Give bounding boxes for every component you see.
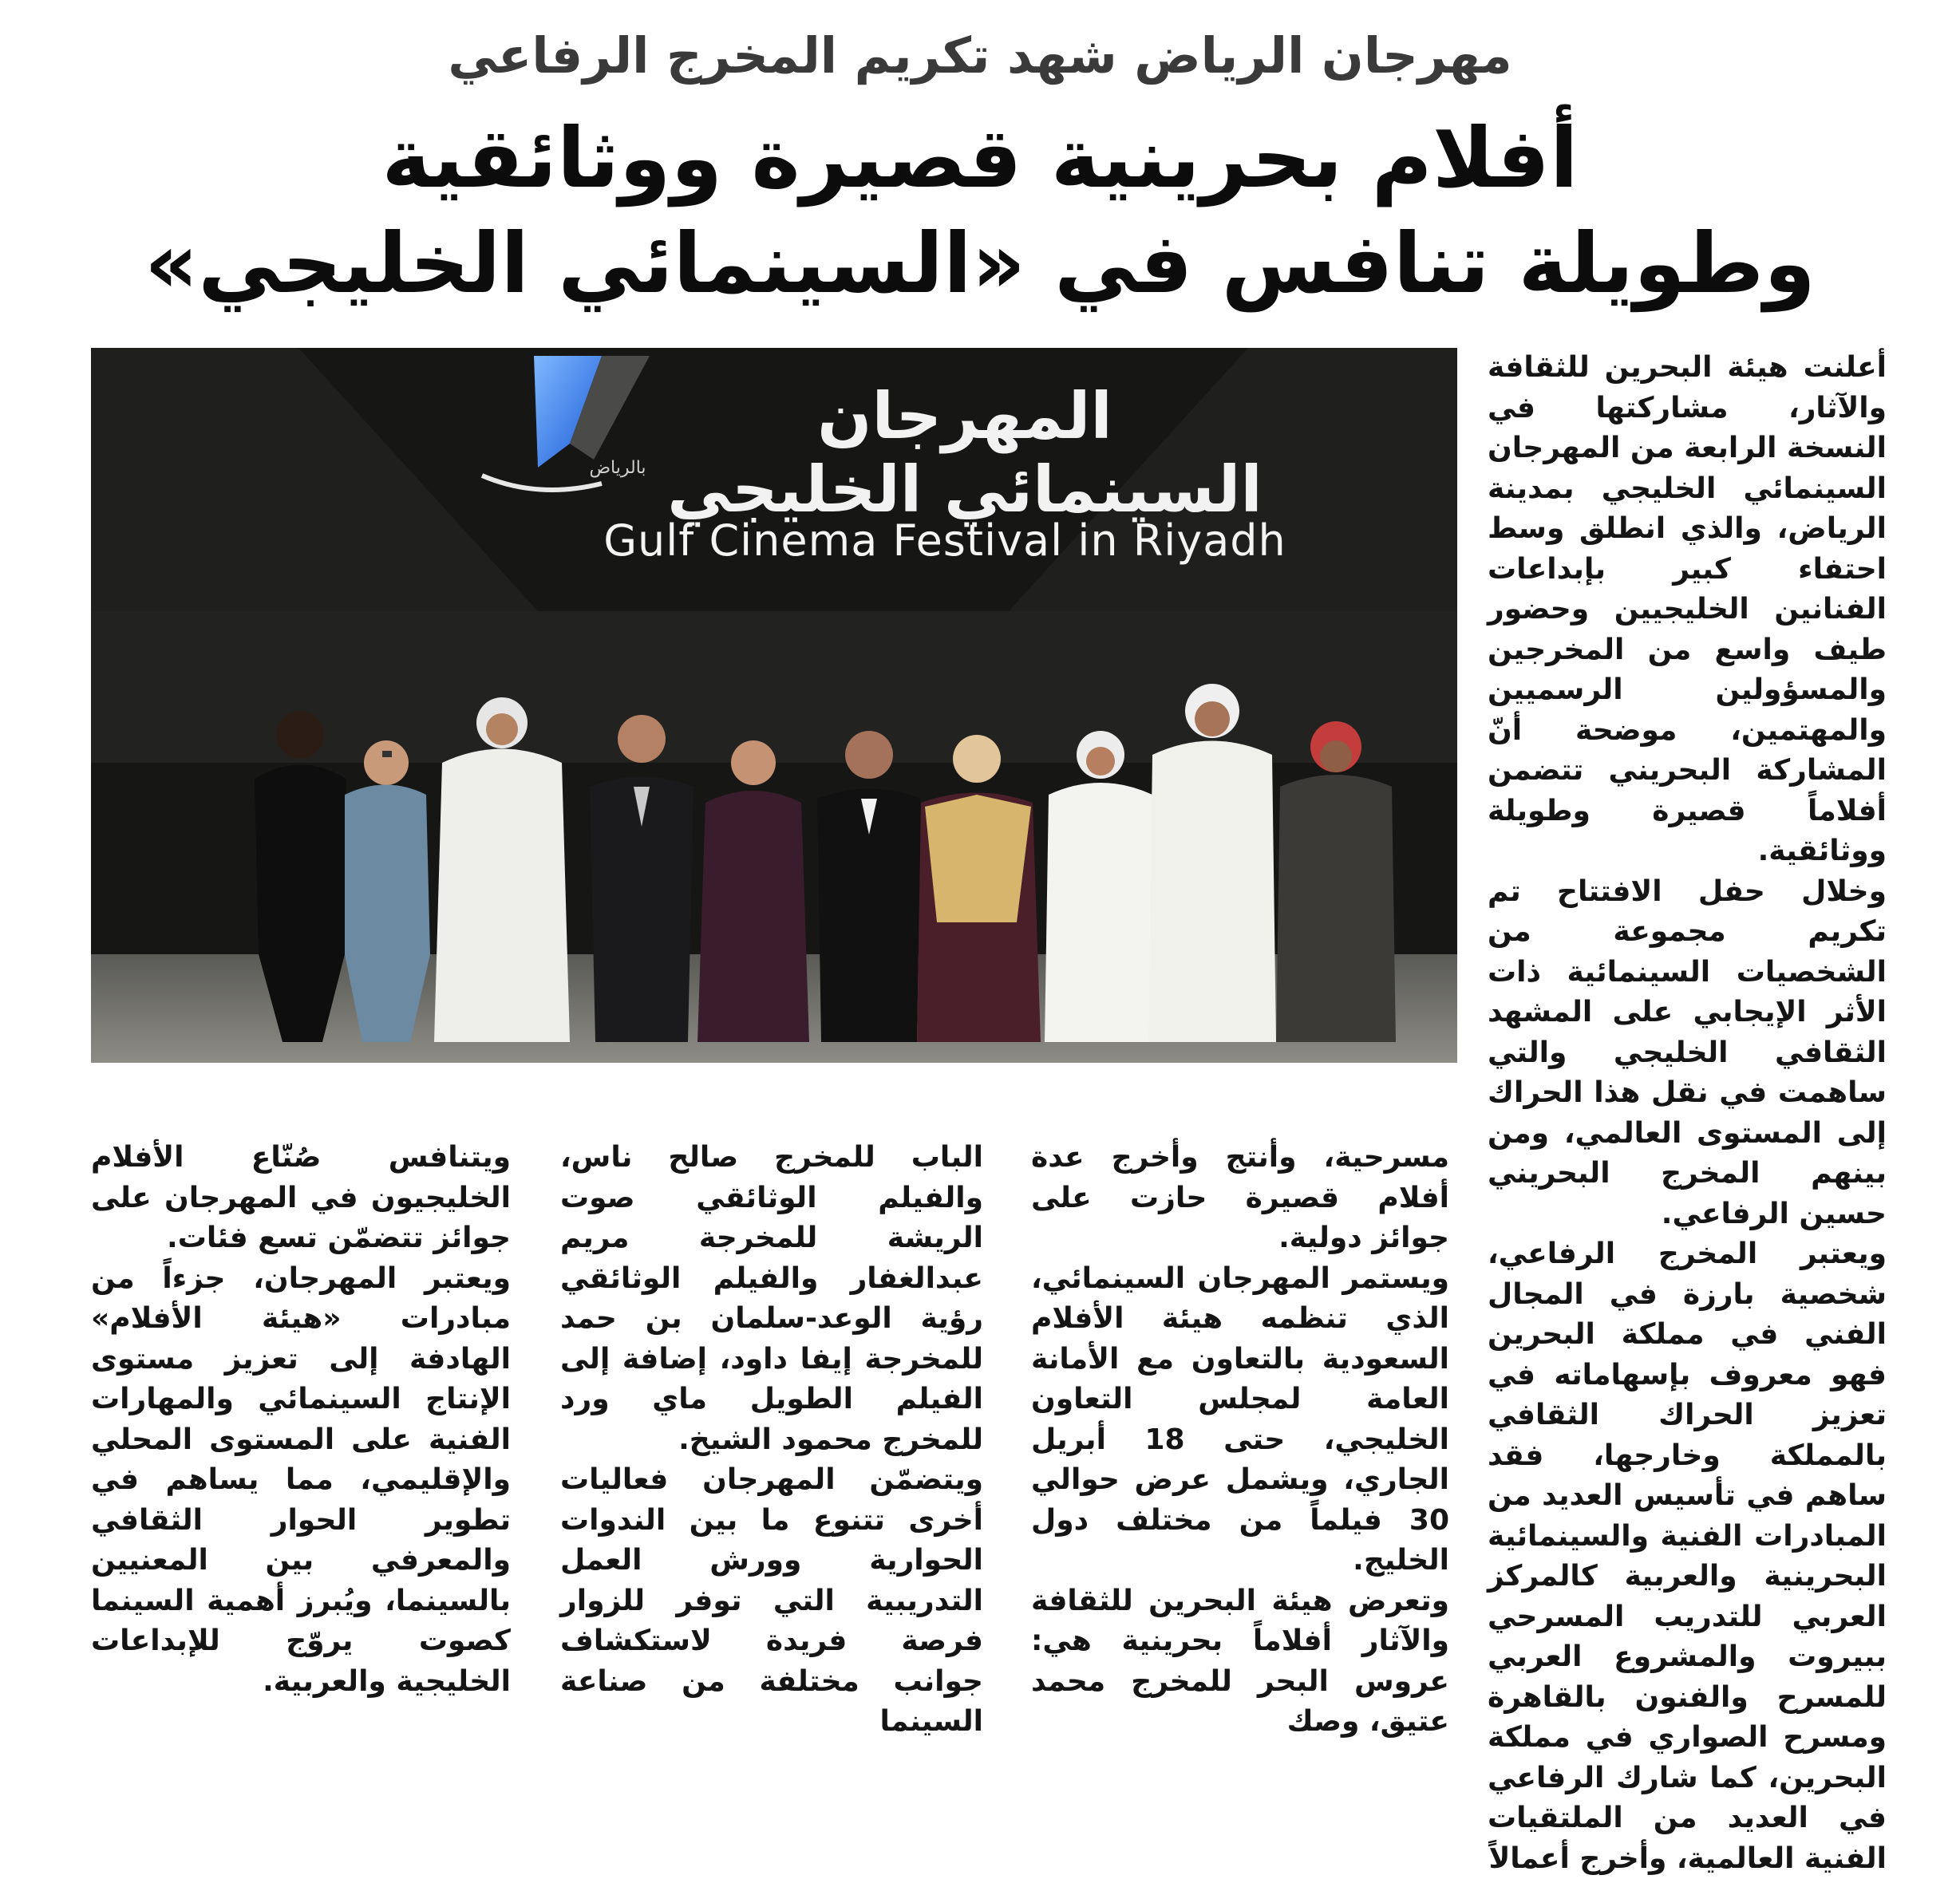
festival-city-ar: بالرياض [589, 458, 646, 478]
column-4-paragraph-2: ويعتبر المهرجان، جزءاً من مبادرات «هيئة الأفلام» الهادفة إلى تعزيز مستوى الإنتاج السينمائي والمهارات الفنية على المستوى المحلي والإقليمي، مما يساهم في تطوير الحوار الثقافي والمعرفي بين المعنيين بالسينما، ويُبرز أهمية السينما كصوت يروّج للإبداعات الخليجية والعربية. [91, 1261, 511, 1698]
festival-logo-english: Gulf Cinema Festival in Riyadh [603, 515, 1286, 566]
column-1-paragraph-2: وخلال حفل الافتتاح تم تكريم مجموعة من الشخصيات السينمائية ذات الأثر الإيجابي على المشهد الثقافي الخليجي والتي ساهمت في نقل هذا الحراك إلى المستوى العالمي، ومن بينهم المخرج البحريني حسين الرفاعي. [1488, 874, 1887, 1230]
headline-line-1: أفلام بحرينية قصيرة ووثائقية [381, 109, 1579, 207]
festival-name-ar-line2: السينمائي الخليجي [667, 452, 1263, 527]
article-column-3 [560, 1138, 983, 1743]
column-1-paragraph-1: أعلنت هيئة البحرين للثقافة والآثار، مشاركتها في النسخة الرابعة من المهرجان السينمائي الخليجي بمدينة الرياض، والذي انطلق وسط احتفاء كبير بإبداعات الفنانين الخليجيين وحضور طيف واسع من المخرجين والمسؤولين الرسميين والمهتمين، موضحة أنّ المشاركة البحريني تتضمن أفلاماً قصيرة وطويلة ووثائقية. [1488, 351, 1887, 867]
column-2-paragraph-1: مسرحية، وأنتج وأخرج عدة أفلام قصيرة حازت على جوائز دولية. [1031, 1141, 1449, 1254]
column-2-paragraph-3: وتعرض هيئة البحرين للثقافة والآثار أفلاماً بحرينية هي: عروس البحر للمخرج محمد عتيق، وصك [1031, 1584, 1449, 1738]
article-column-1 [1488, 348, 1887, 1879]
article-kicker: مهرجان الرياض شهد تكريم المخرج الرفاعي [448, 26, 1512, 85]
column-3-paragraph-2: ويتضمّن المهرجان فعاليات أخرى تتنوع ما بين الندوات الحوارية وورش العمل التدريبية التي توفر للزوار فرصة فريدة لاستكشاف جوانب مختلفة من صناعة السينما [560, 1463, 983, 1738]
article-headline [0, 105, 1960, 316]
column-1-paragraph-3: ويعتبر المخرج الرفاعي، شخصية بارزة في المجال الفني في مملكة البحرين فهو معروف بإسهاماته في تعزيز الحراك الثقافي بالمملكة وخارجها، فقد ساهم في تأسيس العديد من المبادرات الفنية والسينمائية البحرينية والعربية كالمركز العربي للتدريب المسرحي ببيروت والمشروع العربي للمسرح والفنون بالقاهرة ومسرح الصواري في مملكة البحرين، كما شارك الرفاعي في العديد من الملتقيات الفنية العالمية، وأخرج أعمالاً [1488, 1238, 1887, 1875]
festival-photo [91, 348, 1457, 1063]
festival-logo-arabic [626, 380, 1304, 527]
article-column-4 [91, 1138, 511, 1702]
article-column-2 [1031, 1138, 1449, 1743]
column-4-paragraph-1: ويتنافس صُنّاع الأفلام الخليجيون في المهرجان على جوائز تتضمّن تسع فئات. [91, 1141, 511, 1254]
headline-line-2: وطويلة تنافس في «السينمائي الخليجي» [144, 215, 1816, 312]
column-2-paragraph-2: ويستمر المهرجان السينمائي، الذي تنظمه هيئة الأفلام السعودية بالتعاون مع الأمانة العامة لمجلس التعاون الخليجي، حتى 18 أبريل الجاري، ويشمل عرض حوالي 30 فيلماً من مختلف دول الخليج. [1031, 1261, 1449, 1577]
column-3-paragraph-1: الباب للمخرج صالح ناس، والفيلم الوثائقي صوت الريشة للمخرجة مريم عبدالغفار والفيلم الوثائقي رؤية الوعد-سلمان بن حمد للمخرجة إيفا داود، إضافة إلى الفيلم الطويل ماي ورد للمخرج محمود الشيخ. [560, 1141, 983, 1456]
festival-name-ar-line1: المهرجان [817, 379, 1112, 453]
